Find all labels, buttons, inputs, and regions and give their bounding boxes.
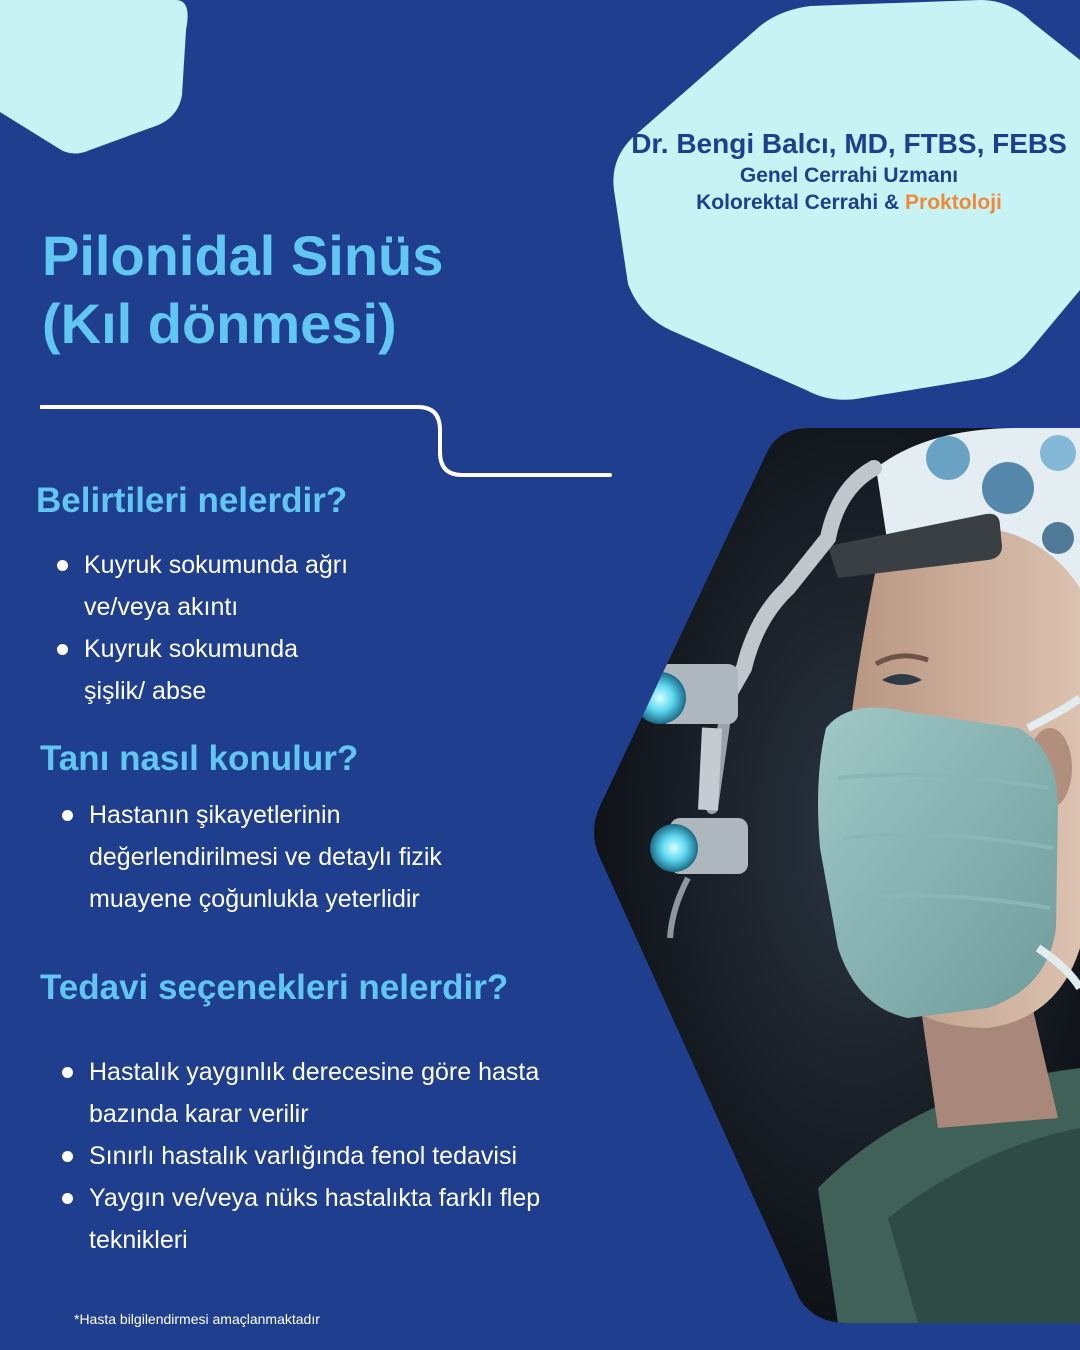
bullet-icon — [62, 810, 73, 821]
bullet-icon — [57, 644, 68, 655]
list-item-text: bazında karar verilir — [89, 1100, 309, 1128]
list-item-text: Kuyruk sokumunda ağrı — [84, 551, 349, 579]
section-heading-treatment: Tedavi seçenekleri nelerdir? — [40, 968, 509, 1007]
list-item-text: teknikleri — [89, 1226, 188, 1254]
list-item — [89, 1177, 540, 1261]
subspecialty-highlight: Proktoloji — [905, 191, 1002, 214]
section-heading-symptoms: Belirtileri nelerdir? — [36, 481, 348, 520]
list-item-text: değerlendirilmesi ve detaylı fizik — [89, 843, 442, 871]
list-item-text: muayene çoğunlukla yeterlidir — [89, 885, 420, 913]
diagnosis-list — [89, 794, 442, 920]
list-item-text: Kuyruk sokumunda — [84, 635, 299, 663]
section-heading-diagnosis: Tanı nasıl konulur? — [40, 739, 359, 778]
list-item-text: Hastanın şikayetlerinin — [89, 801, 341, 829]
doctor-specialty: Genel Cerrahi Uzmanı — [739, 164, 959, 187]
decorative-shape-top-left — [0, 0, 200, 170]
list-item-text: Hastalık yaygınlık derecesine göre hasta — [89, 1058, 540, 1086]
subspecialty-text: Kolorektal Cerrahi & — [696, 191, 900, 214]
list-item — [84, 628, 348, 712]
doctor-name: Dr. Bengi Balcı, MD, FTBS, FEBS — [631, 128, 1067, 159]
page-title — [42, 222, 443, 358]
treatment-list — [89, 1051, 540, 1261]
list-item-text: şişlik/ abse — [84, 677, 207, 705]
surgeon-photo — [588, 428, 1080, 1323]
bullet-icon — [57, 560, 68, 571]
list-item-text: ve/veya akıntı — [84, 593, 239, 621]
list-item — [89, 1051, 540, 1135]
list-item-text: Sınırlı hastalık varlığında fenol tedavisi — [89, 1142, 518, 1170]
title-line-1: Pilonidal Sinüs — [42, 224, 444, 287]
bullet-icon — [62, 1193, 73, 1204]
doctor-subspecialty — [618, 189, 1080, 216]
list-item — [84, 544, 348, 628]
list-item-text: Yaygın ve/veya nüks hastalıkta farklı flep — [89, 1184, 541, 1212]
list-item — [89, 1135, 540, 1177]
symptoms-list — [84, 544, 348, 712]
list-item — [89, 794, 442, 920]
bullet-icon — [62, 1151, 73, 1162]
footnote: *Hasta bilgilendirmesi amaçlanmaktadır — [74, 1311, 320, 1327]
doctor-card — [618, 126, 1080, 216]
title-line-2: (Kıl dönmesi) — [42, 292, 397, 355]
bullet-icon — [62, 1067, 73, 1078]
decorative-divider-line — [40, 400, 615, 480]
